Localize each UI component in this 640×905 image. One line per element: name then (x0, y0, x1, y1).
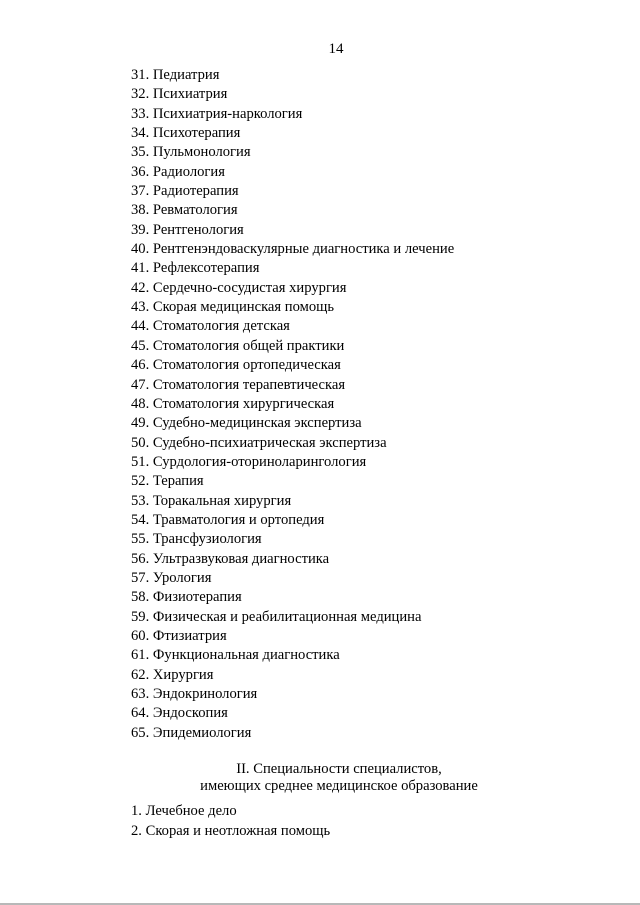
list-item: 62. Хирургия (131, 666, 214, 683)
specialties-list-secondary-education (131, 802, 330, 841)
list-item: 53. Торакальная хирургия (131, 492, 292, 509)
list-item: 51. Сурдология-оториноларингология (131, 453, 367, 470)
list-item: 63. Эндокринология (131, 686, 258, 702)
list-item: 36. Радиология (131, 163, 225, 180)
list-item: 46. Стоматология ортопедическая (131, 357, 341, 374)
list-item: 50. Судебно-психиатрическая экспертиза (131, 434, 387, 451)
list-item: 65. Эпидемиология (131, 724, 252, 741)
list-item: 56. Ультразвуковая диагностика (131, 550, 330, 567)
list-item: 59. Физическая и реабилитационная медицина (131, 608, 422, 625)
list-item: 37. Радиотерапия (131, 183, 239, 200)
list-item: 1. Лечебное дело (131, 803, 237, 819)
list-item: 44. Стоматология детская (131, 318, 290, 335)
section-heading (0, 761, 640, 795)
list-item: 48. Стоматология хирургическая (131, 395, 335, 412)
section-heading-line-2: имеющих среднее медицинское образование (200, 778, 478, 794)
list-item: 39. Рентгенология (131, 221, 244, 238)
list-item: 38. Ревматология (131, 202, 238, 219)
list-item: 57. Урология (131, 569, 212, 586)
list-item: 40. Рентгенэндоваскулярные диагностика и лечение (131, 241, 455, 258)
list-item: 58. Физиотерапия (131, 589, 242, 606)
section-heading-line-1: II. Специальности специалистов, (236, 761, 442, 777)
specialties-list-higher-education (131, 66, 454, 743)
list-item: 33. Психиатрия-наркология (131, 105, 303, 122)
list-item: 31. Педиатрия (131, 67, 220, 83)
list-item: 43. Скорая медицинская помощь (131, 299, 335, 316)
list-item: 34. Психотерапия (131, 125, 241, 142)
list-item: 52. Терапия (131, 473, 204, 490)
list-item: 55. Трансфузиология (131, 531, 262, 548)
list-item: 45. Стоматология общей практики (131, 337, 345, 354)
list-item: 54. Травматология и ортопедия (131, 511, 325, 528)
list-item: 64. Эндоскопия (131, 705, 228, 722)
list-item: 42. Сердечно-сосудистая хирургия (131, 279, 347, 296)
list-item: 60. Фтизиатрия (131, 627, 227, 644)
list-item: 49. Судебно-медицинская экспертиза (131, 415, 362, 432)
list-item: 41. Рефлексотерапия (131, 260, 260, 277)
list-item: 2. Скорая и неотложная помощь (131, 822, 331, 839)
list-item: 32. Психиатрия (131, 86, 228, 103)
page-number: 14 (328, 41, 344, 57)
list-item: 61. Функциональная диагностика (131, 647, 340, 664)
list-item: 35. Пульмонология (131, 144, 251, 161)
list-item: 47. Стоматология терапевтическая (131, 376, 346, 393)
